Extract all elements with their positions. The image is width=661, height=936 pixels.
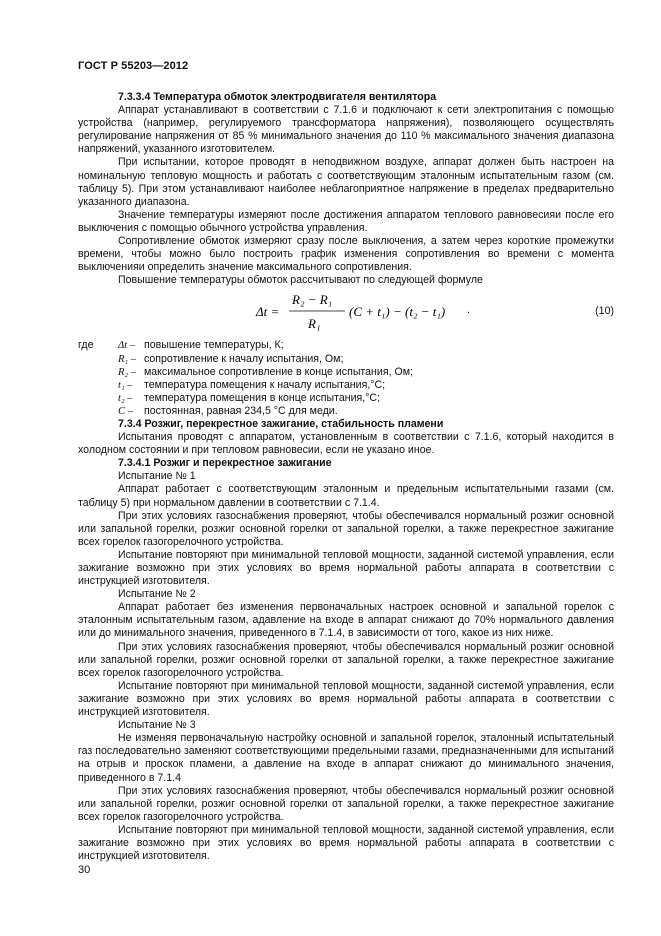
formula-block — [78, 290, 614, 336]
section-heading-7-3-3-4: 7.3.3.4 Температура обмоток электродвигателя вентилятора — [118, 91, 437, 103]
paragraph: Сопротивление обмоток измеряют сразу после выключения, а затем через короткие промежутки времени, чтобы можно было построить график изменения сопротивления во времени с момента выключенияи определить значение максимального сопротивления. — [78, 235, 614, 274]
formula-dot: . — [467, 304, 470, 317]
paragraph: При этих условиях газоснабжения проверяют, чтобы обеспечивался нормальный розжиг основной или запальной горелки, розжиг основной горелки от запальной горелки, а также перекрестное зажигание всех горелок газогорелочного устройства. — [78, 509, 614, 548]
where-text: максимальное сопротивление в конце испытания, Ом; — [144, 365, 413, 378]
where-symbol: R₂ – — [118, 366, 137, 378]
where-symbol: t₂ – — [118, 392, 133, 404]
where-text: постоянная, равная 234,5 °С для меди. — [144, 404, 338, 417]
where-text: повышение температуры, К; — [144, 339, 284, 352]
where-text: сопротивление к началу испытания, Ом; — [144, 352, 344, 365]
where-text: температура помещения в конце испытания,°С; — [144, 391, 381, 404]
paragraph: При этих условиях газоснабжения проверяют, чтобы обеспечивался нормальный розжиг основной или запальной горелки, розжиг основной горелки от запальной горелки, а также перекрестное зажигание всех горелок газогорелочного устройства. — [78, 784, 614, 823]
paragraph: Аппарат работает без изменения первоначальных настроек основной и запальной горелок с эталонным испытательным газом, адавление на входе в аппарат снижают до 70% нормального давления или до минимального значения, приведенного в 7.1.4, в зависимости от того, какое из них ниже. — [78, 601, 614, 640]
section-heading-7-3-4-1: 7.3.4.1 Розжиг и перекрестное зажигание — [118, 457, 332, 470]
paragraph: При испытании, которое проводят в неподвижном воздухе, аппарат должен быть настроен на номинальную тепловую мощность и работать с соответствующим эталонным испытательным газом (см. таблицу 5). При этом устанавливают наиболее неблагоприятное напряжение в пределах предварительно указанного диапазона. — [78, 156, 614, 208]
paragraph: Аппарат работает с соответствующим эталонным и предельным испытательными газами (см. таблицу 5) при нормальном давлении в соответствии с 7.1.4. — [78, 483, 614, 509]
paragraph: Значение температуры измеряют после достижения аппаратом теплового равновесияи после его выключения с помощью обычного устройства управления. — [78, 208, 614, 234]
formula-denominator: R₁ — [308, 316, 321, 332]
where-list — [78, 339, 614, 418]
document-header: ГОСТ Р 55203—2012 — [78, 60, 189, 72]
section-heading-7-3-4: 7.3.4 Розжиг, перекрестное зажигание, стабильность пламени — [118, 417, 444, 430]
where-symbol: t₁ – — [118, 379, 133, 391]
paragraph: При этих условиях газоснабжения проверяют, чтобы обеспечивался нормальный розжиг основной или запальной горелки, розжиг основной горелки от запальной горелки, а также перекрестное зажигание всех горелок газогорелочного устройства. — [78, 640, 614, 679]
where-symbol: Δt – — [118, 340, 136, 352]
document-body — [78, 91, 614, 863]
where-symbol: C – — [118, 405, 134, 417]
paragraph: Испытание повторяют при минимальной тепловой мощности, заданной системой управления, если зажигание возможно при этих условиях во время нормальной работы аппарата в соответствии с инструкцией изготовителя. — [78, 823, 614, 863]
test-title: Испытание № 3 — [118, 719, 196, 732]
page-number: 30 — [78, 864, 91, 876]
where-label: где — [78, 339, 94, 352]
paragraph: Испытание повторяют при минимальной тепловой мощности, заданной системой управления, если зажигание возможно при этих условиях во время нормальной работы аппарата в соответствии с инструкцией изготовителя. — [78, 548, 614, 588]
paragraph: Испытания проводят с аппаратом, установленным в соответствии с 7.1.6, который находится в холодном состоянии и при тепловом равновесии, если не указано иное. — [78, 431, 614, 457]
test-title: Испытание № 1 — [118, 470, 196, 483]
where-text: температура помещения к началу испытания,°С; — [144, 378, 386, 391]
formula-lhs: Δt = — [256, 304, 280, 320]
paragraph: Не изменяя первоначальную настройку основной и запальной горелок, эталонный испытательный газ последовательно заменяют соответствующими предельными газами, предназначенными для испытаний на отрыв и проскок пламени, а давление на входе в аппарат снижают до минимального значения, приведенного в 7.1.4 — [78, 732, 614, 784]
formula-numerator: R₂ − R₁ — [292, 292, 333, 308]
test-title: Испытание № 2 — [118, 588, 196, 601]
paragraph: Испытание повторяют при минимальной тепловой мощности, заданной системой управления, если зажигание возможно при этих условиях во время нормальной работы аппарата в соответствии с инструкцией изготовителя. — [78, 679, 614, 719]
formula-rhs: (C + t₁) − (t₂ − t₁) — [349, 304, 446, 320]
formula-10 — [256, 290, 456, 334]
paragraph: Аппарат устанавливают в соответствии с 7.1.6 и подключают к сети электропитания с помощью устройства (например, регулируемого трансформатора напряжения), позволяющего осуществлять регулирование напряжения от 85 % минимального значения до 110 % максимального значения диапазона напряжений, указанного изготовителем. — [78, 104, 614, 156]
paragraph: Повышение температуры обмоток рассчитывают по следующей формуле — [118, 274, 483, 287]
formula-number: (10) — [595, 305, 614, 318]
where-symbol: R₁ – — [118, 353, 137, 365]
formula-svg — [256, 290, 456, 334]
